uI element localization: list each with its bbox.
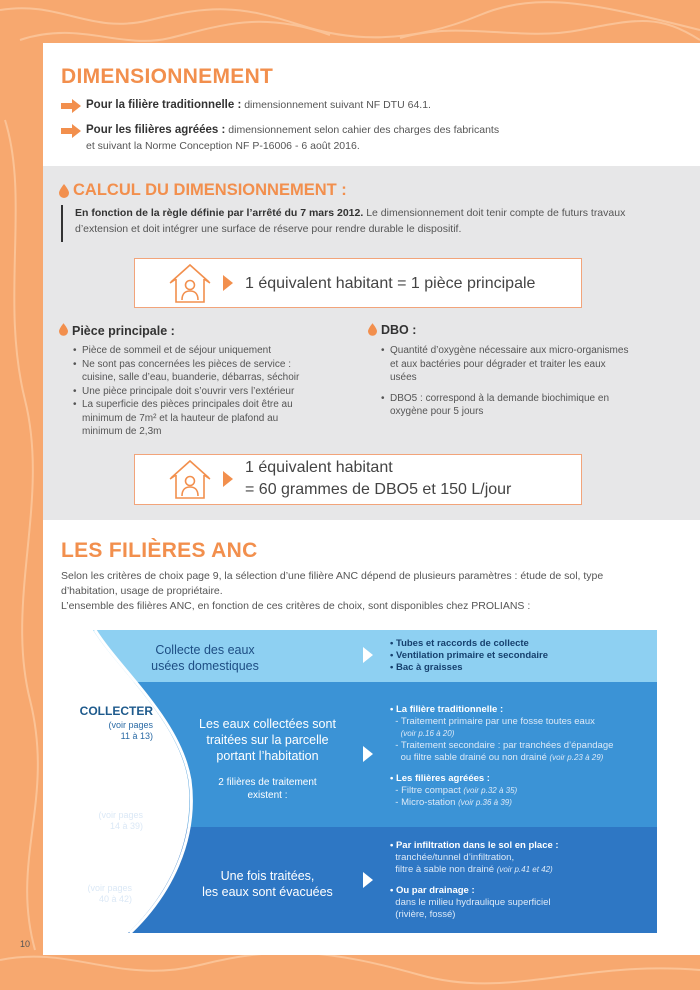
list-item-line: et aux bactéries pour dégrader et traiter les eaux xyxy=(390,358,606,370)
list-item-line: Quantité d’oxygène nécessaire aux micro-organismes xyxy=(390,345,629,356)
list-item-line: DBO5 : correspond à la demande biochimique en xyxy=(390,392,610,404)
triangle-right-icon xyxy=(363,872,373,888)
line1-text: dimensionnement suivant NF DTU 64.1. xyxy=(244,99,431,111)
list-item: filtre à sable non drainé (voir p.41 et 42) xyxy=(395,864,553,875)
drainage-title: • Ou par drainage : xyxy=(390,885,475,896)
drop-icon xyxy=(59,184,69,198)
evacuer-line: Une fois traitées, xyxy=(220,869,315,883)
traiter-line: traitées sur la parcelle xyxy=(206,733,329,747)
traiter-line: Les eaux collectées sont xyxy=(199,717,336,731)
calcul-title: CALCUL DU DIMENSIONNEMENT : xyxy=(73,181,347,199)
filieres-intro xyxy=(61,569,651,614)
traiter-note-line: 2 filières de traitement xyxy=(218,777,317,788)
collecte-description xyxy=(125,642,285,674)
piece-principale-list xyxy=(73,344,333,439)
list-item: - Traitement secondaire : par tranchées d’épandage xyxy=(395,740,614,751)
house-person-icon xyxy=(168,262,212,304)
list-item xyxy=(73,358,333,385)
list-item-line: La superficie des pièces principales doit être au xyxy=(82,399,293,410)
triangle-right-icon xyxy=(363,746,373,762)
traiter-sub-line: 14 à 39) xyxy=(109,821,143,831)
equivalence-2-line2: = 60 grammes de DBO5 et 150 L/jour xyxy=(245,481,512,498)
intro-line: Selon les critères de choix page 9, la sélection d’une filière ANC dépend de plusieurs paramètres : étude de sol, type xyxy=(61,570,604,582)
rule-text2: d’extension et doit intégrer une surface de réserve pour rendre durable le dispositif. xyxy=(75,223,462,235)
intro-line: d’habitation, usage de propriétaire. xyxy=(61,585,223,597)
dbo-list xyxy=(381,344,671,419)
list-item xyxy=(73,398,333,439)
house-person-icon xyxy=(168,458,212,500)
dimensionnement-line-agreees xyxy=(61,122,606,154)
dimensionnement-title: DIMENSIONNEMENT xyxy=(61,65,274,88)
equivalence-2-line1: 1 équivalent habitant xyxy=(245,459,393,476)
collecter-sub-line: 11 à 13) xyxy=(120,731,153,741)
agreees-title: • Les filières agréées : xyxy=(390,773,490,784)
list-item-ref: (voir p.16 à 20) xyxy=(400,729,455,738)
dbo-title: DBO : xyxy=(381,323,417,337)
filieres-diagram xyxy=(60,630,657,933)
rule-text: Le dimensionnement doit tenir compte de futurs travaux xyxy=(366,207,626,219)
evacuer-list xyxy=(390,840,655,921)
collecte-line: usées domestiques xyxy=(151,659,259,673)
list-item: • Pièce de sommeil et de séjour uniquement xyxy=(73,344,333,358)
collecte-line: Collecte des eaux xyxy=(155,643,255,657)
line2-text2: et suivant la Norme Conception NF P-16006 - 6 août 2016. xyxy=(86,140,360,152)
list-item: - Micro-station (voir p.36 à 39) xyxy=(395,797,512,808)
drop-icon xyxy=(59,323,68,336)
traiter-note xyxy=(195,776,340,802)
triangle-right-icon xyxy=(223,275,233,291)
drop-icon xyxy=(368,323,377,336)
evacuer-sub-line: 40 à 42) xyxy=(98,894,132,904)
arrow-right-icon xyxy=(61,99,81,113)
list-item: tranchée/tunnel d’infiltration, xyxy=(395,852,515,863)
list-item: (rivière, fossé) xyxy=(395,909,456,920)
page-number: 10 xyxy=(20,939,31,949)
list-item: • Bac à graisses xyxy=(390,662,463,673)
collecter-sub-line: (voir pages xyxy=(108,720,153,730)
arrow-right-icon xyxy=(61,124,81,138)
list-item: • Tubes et raccords de collecte xyxy=(390,638,529,649)
traditionnelle-title: • La filière traditionnelle : xyxy=(390,704,504,715)
line2-text: dimensionnement selon cahier des charges des fabricants xyxy=(228,124,500,136)
list-item-line: oxygène pour 5 jours xyxy=(390,406,484,417)
collecter-label: COLLECTER xyxy=(79,704,153,718)
dimensionnement-line-traditionnelle xyxy=(61,97,606,113)
traiter-sub xyxy=(65,810,143,832)
traiter-note-line: existent : xyxy=(247,790,288,801)
collecter-sub xyxy=(65,720,153,742)
infiltration-title: • Par infiltration dans le sol en place : xyxy=(390,840,559,851)
list-item xyxy=(381,344,671,385)
traiter-list xyxy=(390,704,655,809)
triangle-right-icon xyxy=(363,647,373,663)
traiter-sub-line: (voir pages xyxy=(98,810,143,820)
list-item: ou filtre sable drainé ou non drainé (voir p.23 à 29) xyxy=(400,752,604,763)
list-item: dans le milieu hydraulique superficiel xyxy=(395,897,551,908)
list-item-line: minimum de 2,3m xyxy=(82,426,162,437)
piece-principale-title: Pièce principale : xyxy=(72,324,175,338)
list-item-line: usées xyxy=(390,372,417,383)
filieres-title: LES FILIÈRES ANC xyxy=(61,539,258,562)
traiter-line: portant l’habitation xyxy=(216,749,319,763)
equivalence-1-text: 1 équivalent habitant = 1 pièce principale xyxy=(245,275,536,292)
evacuer-label: ÉVACUER xyxy=(74,868,132,882)
evacuer-sub-line: (voir pages xyxy=(87,883,132,893)
list-item: • Une pièce principale doit s’ouvrir vers l’extérieur xyxy=(73,385,333,399)
list-item-line: cuisine, salle d’eau, buanderie, débarras, séchoir xyxy=(82,372,300,383)
list-item: • Ventilation primaire et secondaire xyxy=(390,650,549,661)
list-item: - Filtre compact (voir p.32 à 35) xyxy=(395,785,518,796)
evacuer-description xyxy=(185,868,350,900)
collecte-list xyxy=(390,638,650,674)
list-item-line: minimum de 7m² et la hauteur de plafond au xyxy=(82,412,279,424)
rule-callout xyxy=(61,205,671,242)
traiter-description xyxy=(185,716,350,764)
page-sheet xyxy=(43,43,700,955)
triangle-right-icon xyxy=(223,471,233,487)
list-item: - Traitement primaire par une fosse toutes eaux xyxy=(395,716,595,727)
intro-line: L’ensemble des filières ANC, en fonction de ces critères de choix, sont disponibles chez PROLIANS : xyxy=(61,600,531,612)
evacuer-sub xyxy=(60,883,132,905)
rule-bold: En fonction de la règle définie par l’arrêté du 7 mars 2012. xyxy=(75,207,364,219)
traiter-label: TRAITER xyxy=(91,795,143,809)
equivalence-2-text xyxy=(245,457,511,501)
evacuer-line: les eaux sont évacuées xyxy=(202,885,333,899)
line1-bold: Pour la filière traditionnelle : xyxy=(86,99,242,111)
list-item xyxy=(381,392,671,419)
list-item-line: Ne sont pas concernées les pièces de service : xyxy=(82,358,291,370)
line2-bold: Pour les filières agréées : xyxy=(86,124,226,136)
